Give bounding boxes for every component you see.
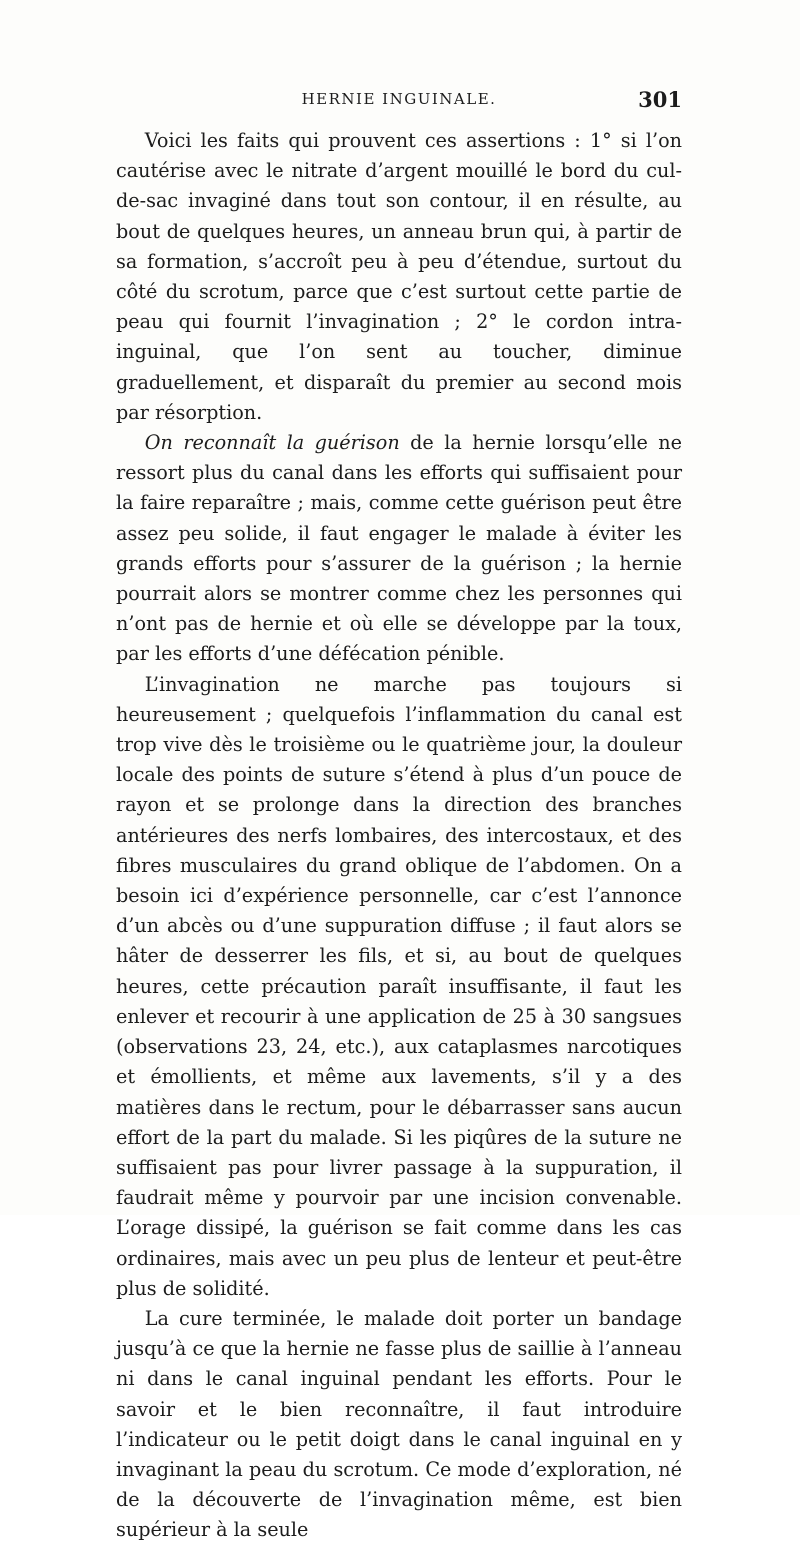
paragraph-guerison-text: de la hernie lorsqu’elle ne ressort plus du canal dans les efforts qui suffisaient pour la faire reparaître ; mais, comme cette guérison peut être assez peu solide, il faut engager le malade à éviter les grands efforts pour s’assurer de la guérison ; la hernie pourrait alors se montrer comme chez les personnes qui n’ont pas de hernie et où elle se développe par la toux, par les efforts d’une défécation pénible. — [116, 431, 682, 666]
paragraph-cure-terminee: La cure terminée, le malade doit porter un bandage jusqu’à ce que la hernie ne fasse plus de saillie à l’anneau ni dans le canal inguinal pendant les efforts. Pour le savoir et le bien reconnaître, il faut introduire l’indicateur ou le petit doigt dans le canal inguinal en y invaginant la peau du scrotum. Ce mode d’exploration, né de la découverte de l’invagination même, est bien supérieur à la seule — [116, 1306, 682, 1542]
body-text — [116, 126, 682, 1546]
paragraph-guerison — [116, 428, 682, 670]
page-number: 301 — [638, 87, 682, 112]
running-title: HERNIE INGUINALE. — [301, 90, 497, 108]
paragraph-assertions: Voici les faits qui prouvent ces assertions : 1° si l’on cautérise avec le nitrate d’argent mouillé le bord du cul-de-sac invaginé dans tout son contour, il en résulte, au bout de quelques heures, un anneau brun qui, à partir de sa formation, s’accroît peu à peu d’étendue, surtout du côté du scrotum, parce que c’est surtout cette partie de peau qui fournit l’invagination ; 2° le cordon intra-inguinal, que l’on sent au toucher, diminue graduellement, et disparaît du premier au second mois par résorption. — [116, 129, 682, 424]
paragraph-invagination: L’invagination ne marche pas toujours si heureusement ; quelquefois l’inflammation du canal est trop vive dès le troisième ou le quatrième jour, la douleur locale des points de suture s’étend à plus d’un pouce de rayon et se prolonge dans la direction des branches antérieures des nerfs lombaires, des intercostaux, et des fibres musculaires du grand oblique de l’abdomen. On a besoin ici d’expérience personnelle, car c’est l’annonce d’un abcès ou d’une suppuration diffuse ; il faut alors se hâter de desserrer les fils, et si, au bout de quelques heures, cette précaution paraît insuffisante, il faut les enlever et recourir à une application de 25 à 30 sangsues (observations 23, 24, etc.), aux cataplasmes narcotiques et émollients, et même aux lavements, s’il y a des matières dans le rectum, pour le débarrasser sans aucun effort de la part du malade. Si les piqûres de la suture ne suffisaient pas pour livrer passage à la suppuration, il faudrait même y pourvoir par une incision convenable. L’orage dissipé, la guérison se fait comme dans les cas ordinaires, mais avec un peu plus de lenteur et peut-être plus de solidité. — [116, 672, 682, 1300]
running-head — [116, 87, 682, 116]
italic-lead-guerison: On reconnaît la guérison — [144, 431, 400, 455]
